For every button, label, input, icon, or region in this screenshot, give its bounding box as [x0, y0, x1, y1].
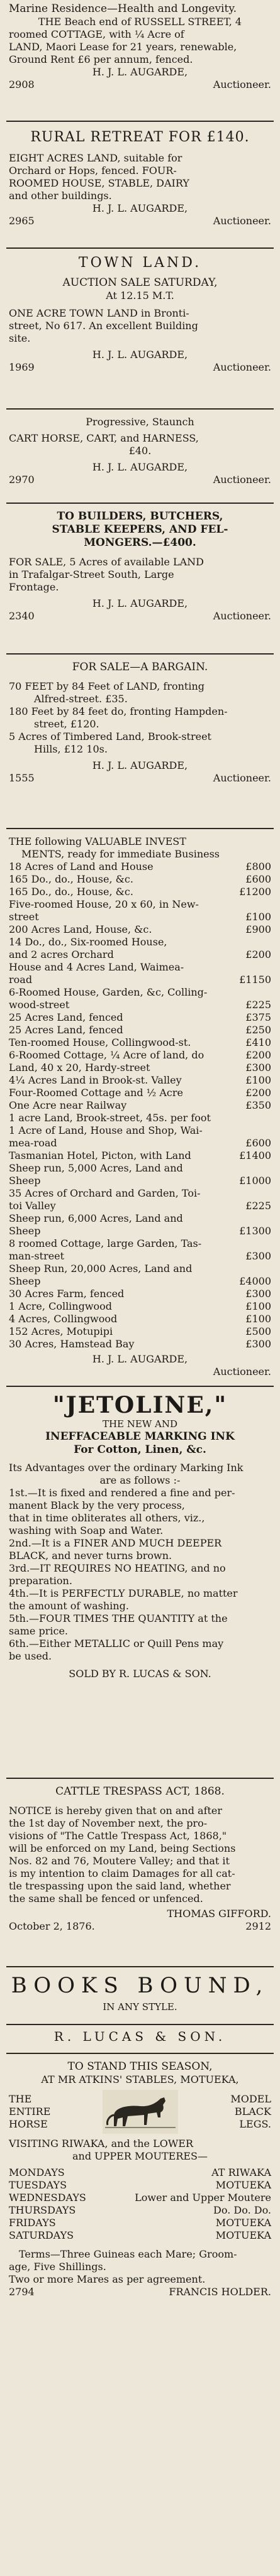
ad-line: street, £120.: [34, 718, 99, 730]
ad-firm-name: R. LUCAS & SON.: [53, 2029, 227, 2044]
investment-desc: House and 4 Acres Land, Waimea-: [9, 961, 184, 973]
investment-row: [9, 1212, 271, 1225]
investment-price: £300: [245, 1062, 271, 1073]
ad-line: VISITING RIWAKA, and the LOWER: [9, 2138, 193, 2149]
ad-role: Auctioneer.: [213, 610, 271, 622]
schedule-day: MONDAYS: [9, 2166, 65, 2178]
cattle-notice-line: will be enforced on my Land, being Sections: [9, 1842, 236, 1854]
investment-price: [227, 961, 271, 974]
investment-row: [9, 961, 271, 974]
ad-line: street, No 617. An excellent Building: [9, 320, 198, 332]
schedule-day: TUESDAYS: [9, 2179, 67, 2191]
ad-place: AT MR ATKINS' STABLES, MOTUEKA,: [41, 2073, 239, 2085]
ad-title: TOWN LAND.: [78, 255, 202, 271]
ad-owner: FRANCIS HOLDER.: [169, 2286, 271, 2298]
divider: [6, 1386, 274, 1387]
investment-desc: Sheep run, 5,000 Acres, Land and: [9, 1162, 183, 1174]
divider: [6, 1778, 274, 1779]
investment-row: [9, 1087, 271, 1099]
investment-desc: 8 roomed Cottage, large Garden, Tas-: [9, 1237, 202, 1249]
jetoline-point-line: 1st.—It is fixed and rendered a fine and per-: [9, 1487, 235, 1499]
investment-desc: 35 Acres of Orchard and Garden, Toi-: [9, 1187, 201, 1199]
investment-desc: 1 Acre, Collingwood: [9, 1300, 113, 1312]
investment-row: [9, 1288, 271, 1300]
jetoline-points: [9, 1487, 271, 1663]
divider: [6, 2053, 274, 2054]
ad-number: 2340: [9, 610, 35, 622]
investment-desc: 152 Acres, Motupipi: [9, 1325, 113, 1337]
investment-row: [9, 1187, 271, 1200]
schedule-row: [9, 2204, 271, 2217]
investment-price: £410: [245, 1036, 271, 1048]
divider: [6, 828, 274, 829]
schedule-place: Do. Do. Do.: [213, 2204, 271, 2216]
ad-title: CATTLE TRESPASS ACT, 1868.: [55, 1785, 225, 1798]
investment-row: [9, 1237, 271, 1250]
ad-line: Frontage.: [9, 581, 59, 593]
investment-row: [9, 861, 271, 873]
cattle-notice-line: Nos. 82 and 76, Moutere Valley; and that it: [9, 1855, 230, 1867]
jetoline-point-line: the amount of washing.: [9, 1600, 129, 1612]
investment-desc: Sheep Run, 20,000 Acres, Land and: [9, 1263, 193, 1274]
investment-price: [227, 1124, 271, 1137]
ad-subtitle: IN ANY STYLE.: [103, 2001, 177, 2013]
investment-desc: 25 Acres Land, fenced: [9, 1024, 123, 1036]
ad-line: CART HORSE, CART, and HARNESS,: [9, 432, 199, 444]
jetoline-point-line: 2nd.—It is a FINER AND MUCH DEEPER: [9, 1537, 222, 1549]
divider: [6, 503, 274, 504]
ad-subtitle: THE NEW AND: [102, 1418, 178, 1430]
divider: [6, 408, 274, 410]
investment-row: [9, 1024, 271, 1036]
ad-rural-retreat: [6, 129, 274, 227]
horse-right-text: MODEL BLACK LEGS.: [230, 2093, 271, 2130]
investment-desc: Four-Roomed Cottage and ½ Acre: [9, 1087, 183, 1099]
investment-price: [227, 1237, 271, 1250]
investment-desc: Land, 40 x 20, Hardy-street: [9, 1062, 150, 1073]
investment-row: [9, 999, 271, 1011]
investment-row: [9, 1099, 271, 1112]
jetoline-point-line: be used.: [9, 1650, 52, 1662]
schedule-row: [9, 2192, 271, 2204]
investment-desc: 1 Acre of Land, House and Shop, Wai-: [9, 1124, 203, 1136]
ad-books-bound: [6, 1972, 274, 2013]
investment-desc: One Acre near Railway: [9, 1099, 127, 1111]
investment-price: £100: [245, 1313, 271, 1325]
ad-cattle-trespass: [6, 1785, 274, 1933]
ad-investments: [6, 835, 274, 1378]
cattle-notice-line: the 1st day of November next, the pro-: [9, 1817, 208, 1829]
ad-number: 1969: [9, 361, 35, 373]
ad-bargain: [6, 661, 274, 785]
cattle-notice-line: visions of "The Cattle Trespass Act, 1868,": [9, 1830, 227, 1842]
horse-left-text: THE ENTIRE HORSE: [9, 2093, 51, 2130]
investment-price: £200: [245, 1087, 271, 1099]
investment-row: [9, 1275, 271, 1288]
schedule-place: Lower and Upper Moutere: [135, 2192, 271, 2204]
investment-row: [9, 1338, 271, 1350]
investment-price: £1000: [239, 1175, 271, 1187]
investment-row: [9, 1112, 271, 1124]
investment-row: [9, 1074, 271, 1087]
jetoline-point-line: 4th.—It is PERFECTLY DURABLE, no matter: [9, 1587, 238, 1599]
investment-row: [9, 1036, 271, 1049]
horse-illustration: [103, 2090, 178, 2134]
investment-desc: 165 Do., do., House, &c.: [9, 886, 133, 898]
jetoline-point-line: 5th.—FOUR TIMES THE QUANTITY at the: [9, 1612, 228, 1624]
investment-price: £250: [245, 1024, 271, 1036]
investment-price: £100: [245, 911, 271, 923]
divider: [6, 2024, 274, 2025]
jetoline-point-line: BLACK, and never turns brown.: [9, 1550, 172, 1562]
investment-desc: toi Valley: [9, 1200, 56, 1212]
ad-number: 2794: [9, 2286, 35, 2298]
investment-price: £225: [245, 999, 271, 1011]
ad-russell-street: [6, 3, 274, 91]
investment-desc: Tasmanian Hotel, Picton, with Land: [9, 1149, 191, 1161]
investment-desc: man-street: [9, 1250, 65, 1262]
ad-title: TO STAND THIS SEASON,: [67, 2060, 213, 2073]
divider: [6, 1966, 274, 1967]
investment-price: £100: [245, 1074, 271, 1086]
ad-header: Marine Residence—Health and Longevity.: [9, 3, 237, 15]
investment-row: [9, 1250, 271, 1263]
investment-price: £200: [245, 948, 271, 960]
ad-number: 2970: [9, 474, 35, 486]
ad-role: Auctioneer.: [213, 474, 271, 486]
investment-row: [9, 1225, 271, 1237]
ad-role: Auctioneer.: [213, 361, 271, 373]
investment-desc: 4 Acres, Collingwood: [9, 1313, 118, 1325]
ad-intro: MENTS, ready for immediate Business: [21, 848, 220, 860]
ad-cart-horse: [6, 416, 274, 486]
schedule-day: SATURDAYS: [9, 2229, 74, 2241]
ad-role: Auctioneer.: [213, 215, 271, 227]
investment-price: [227, 1162, 271, 1175]
schedule-row: [9, 2166, 271, 2179]
investment-desc: Five-roomed House, 20 x 60, in New-: [9, 898, 199, 910]
ad-agent: H. J. L. AUGARDE,: [92, 597, 188, 609]
ad-number: 2908: [9, 79, 35, 90]
investment-price: £300: [245, 1250, 271, 1262]
investment-price: £300: [245, 1288, 271, 1300]
newspaper-column: [6, 0, 274, 2576]
investment-desc: 14 Do., do., Six-roomed House,: [9, 936, 167, 948]
jetoline-point-line: 3rd.—IT REQUIRES NO HEATING, and no: [9, 1562, 226, 1574]
jetoline-point-line: 6th.—Either METALLIC or Quill Pens may: [9, 1638, 224, 1649]
investment-desc: 18 Acres of Land and House: [9, 861, 154, 872]
ad-town-land: [6, 255, 274, 374]
schedule-row: [9, 2179, 271, 2192]
investment-price: £375: [245, 1011, 271, 1023]
ad-line: and UPPER MOUTERES—: [72, 2150, 208, 2162]
ad-title: MONGERS.—£400.: [84, 536, 196, 549]
investment-row: [9, 986, 271, 999]
schedule-row: [9, 2229, 271, 2242]
ad-line: Orchard or Hops, fenced. FOUR-: [9, 165, 177, 177]
ad-line: £40.: [128, 445, 152, 457]
ad-line: LAND, Maori Lease for 21 years, renewable,: [9, 41, 237, 53]
ad-builders-butchers: [6, 510, 274, 622]
investment-price: £1400: [239, 1149, 271, 1161]
ad-agent: H. J. L. AUGARDE,: [92, 202, 188, 214]
ad-subtitle: INEFFACEABLE MARKING INK: [45, 1430, 235, 1443]
ad-line: and other buildings.: [9, 190, 112, 202]
cattle-notice-line: NOTICE is hereby given that on and after: [9, 1805, 223, 1817]
ad-terms: Two or more Mares as per agreement.: [9, 2273, 206, 2285]
ad-stallion: [6, 2060, 274, 2298]
investment-desc: 30 Acres, Hamstead Bay: [9, 1338, 135, 1350]
investment-price: £500: [245, 1325, 271, 1337]
ad-jetoline: [6, 1392, 274, 1680]
ad-line: site.: [9, 332, 31, 344]
ad-agent: H. J. L. AUGARDE,: [92, 461, 188, 473]
investment-price: [227, 1112, 271, 1124]
investment-price: [227, 1263, 271, 1275]
investment-row: [9, 936, 271, 948]
ad-line: roomed COTTAGE, with ¼ Acre of: [9, 28, 184, 40]
investment-desc: 6-Roomed Cottage, ¼ Acre of land, do: [9, 1049, 204, 1061]
investment-desc: Sheep: [9, 1275, 41, 1287]
cattle-notice: [9, 1805, 271, 1905]
investment-price: [227, 986, 271, 999]
ad-role: Auctioneer.: [213, 79, 271, 90]
investment-desc: mea-road: [9, 1137, 57, 1149]
ad-title: STABLE KEEPERS, AND FEL-: [52, 523, 228, 536]
jetoline-point-line: washing with Soap and Water.: [9, 1524, 164, 1536]
investment-row: [9, 886, 271, 898]
investment-row: [9, 1049, 271, 1062]
ad-intro: are as follows :-: [99, 1474, 181, 1486]
ad-agent: H. J. L. AUGARDE,: [92, 1353, 188, 1365]
ad-sold-by: SOLD BY R. LUCAS & SON.: [69, 1668, 211, 1680]
investment-price: £350: [245, 1099, 271, 1111]
jetoline-point-line: that in time obliterates all others, viz.,: [9, 1512, 205, 1524]
ad-number: 1555: [9, 772, 35, 784]
investment-row: [9, 1062, 271, 1074]
schedule-row: [9, 2217, 271, 2229]
schedule-day: WEDNESDAYS: [9, 2192, 86, 2204]
cattle-notice-line: the same shall be fenced or unfenced.: [9, 1893, 203, 1905]
investment-row: [9, 873, 271, 886]
investment-price: £4000: [239, 1275, 271, 1287]
ad-intro: THE following VALUABLE INVEST: [9, 835, 186, 847]
ad-line: ONE ACRE TOWN LAND in Bronti-: [9, 307, 189, 319]
ad-signer: THOMAS GIFFORD.: [167, 1908, 271, 1920]
investment-row: [9, 974, 271, 986]
investment-desc: street: [9, 911, 39, 923]
ad-subtitle: AUCTION SALE SATURDAY,: [62, 276, 218, 289]
ad-title: RURAL RETREAT FOR £140.: [30, 129, 250, 145]
divider: [6, 653, 274, 655]
investment-row: [9, 1137, 271, 1149]
investments-table: [9, 861, 271, 1350]
investment-desc: 4¼ Acres Land in Brook-st. Valley: [9, 1074, 182, 1086]
ad-line: 180 Feet by 84 feet do, fronting Hampden-: [9, 705, 228, 717]
ad-line: FOR SALE, 5 Acres of available LAND: [9, 556, 204, 568]
investment-price: [227, 936, 271, 948]
investment-row: [9, 1313, 271, 1325]
jetoline-point-line: manent Black by the very process,: [9, 1499, 185, 1511]
ad-title: "JETOLINE,": [52, 1392, 228, 1418]
ad-subtitle: For Cotton, Linen, &c.: [74, 1443, 206, 1456]
ad-number: 2912: [245, 1920, 271, 1932]
ad-intro: Its Advantages over the ordinary Marking Ink: [9, 1462, 244, 1474]
investment-price: £100: [245, 1300, 271, 1312]
ad-title: TO BUILDERS, BUTCHERS,: [57, 510, 223, 523]
ad-line: THE Beach end of RUSSELL STREET, 4: [38, 16, 242, 28]
ad-line: Alfred-street. £35.: [34, 693, 128, 705]
ad-firm: [6, 2030, 274, 2043]
ad-line: 5 Acres of Timbered Land, Brook-street: [9, 731, 211, 742]
investment-row: [9, 948, 271, 961]
investment-row: [9, 1149, 271, 1162]
ad-line: 70 FEET by 84 Feet of LAND, fronting: [9, 680, 205, 692]
jetoline-point-line: same price.: [9, 1625, 68, 1637]
ad-line: Ground Rent £6 per annum, fenced.: [9, 53, 193, 65]
ad-line: Hills, £12 10s.: [34, 743, 108, 755]
investment-desc: wood-street: [9, 999, 70, 1011]
investment-row: [9, 898, 271, 911]
cattle-notice-line: tle trespassing upon the said land, whether: [9, 1880, 231, 1892]
investment-row: [9, 1200, 271, 1212]
divider: [6, 247, 274, 249]
investment-price: £800: [245, 861, 271, 872]
cattle-notice-line: is my intention to claim Damages for all cat-: [9, 1867, 235, 1879]
investment-price: £600: [245, 1137, 271, 1149]
ad-terms: Terms—Three Guineas each Mare; Groom-: [19, 2248, 237, 2260]
ad-line: ROOMED HOUSE, STABLE, DAIRY: [9, 177, 189, 189]
investment-desc: 1 acre Land, Brook-street, 45s. per foot: [9, 1112, 211, 1124]
investment-desc: Sheep run, 6,000 Acres, Land and: [9, 1212, 183, 1224]
schedule-day: THURSDAYS: [9, 2204, 76, 2216]
investment-row: [9, 1011, 271, 1024]
investment-row: [9, 1124, 271, 1137]
investment-row: [9, 923, 271, 936]
investment-row: [9, 1300, 271, 1313]
investment-desc: 25 Acres Land, fenced: [9, 1011, 123, 1023]
schedule-place: MOTUEKA: [215, 2217, 271, 2229]
schedule-day: FRIDAYS: [9, 2217, 56, 2229]
investment-desc: 200 Acres Land, House, &c.: [9, 923, 152, 935]
divider: [6, 121, 274, 122]
schedule-place: AT RIWAKA: [211, 2166, 271, 2178]
investment-desc: and 2 acres Orchard: [9, 948, 114, 960]
ad-title: FOR SALE—A BARGAIN.: [72, 661, 208, 673]
ad-line: in Trafalgar-Street South, Large: [9, 568, 174, 580]
visiting-schedule: [9, 2166, 271, 2242]
investment-row: [9, 1263, 271, 1275]
ad-agent: H. J. L. AUGARDE,: [92, 66, 188, 78]
ad-title: BOOKS BOUND,: [11, 1973, 269, 1998]
ad-time: At 12.15 M.T.: [106, 290, 174, 302]
investment-row: [9, 1175, 271, 1187]
jetoline-point-line: preparation.: [9, 1575, 72, 1587]
investment-desc: 30 Acres Farm, fenced: [9, 1288, 125, 1300]
investment-desc: Ten-roomed House, Collingwood-st.: [9, 1036, 191, 1048]
investment-row: [9, 1325, 271, 1338]
investment-price: £1200: [239, 886, 271, 898]
investment-desc: road: [9, 974, 33, 986]
ad-role: Auctioneer.: [213, 772, 271, 784]
investment-desc: Sheep: [9, 1225, 41, 1237]
investment-price: £1300: [239, 1225, 271, 1237]
ad-line: EIGHT ACRES LAND, suitable for: [9, 152, 182, 164]
investment-desc: Sheep: [9, 1175, 41, 1187]
investment-price: £200: [245, 1049, 271, 1061]
investment-desc: 165 Do., do., House, &c.: [9, 873, 133, 885]
ad-date: October 2, 1876.: [9, 1920, 95, 1932]
investment-desc: 6-Roomed House, Garden, &c, Colling-: [9, 986, 208, 998]
investment-price: £1150: [239, 974, 271, 986]
schedule-place: MOTUEKA: [215, 2179, 271, 2191]
ad-number: 2965: [9, 215, 35, 227]
investment-price: £300: [245, 1338, 271, 1350]
ad-agent: H. J. L. AUGARDE,: [92, 349, 188, 361]
schedule-place: MOTUEKA: [215, 2229, 271, 2241]
investment-price: [227, 1212, 271, 1225]
ad-agent: H. J. L. AUGARDE,: [92, 759, 188, 771]
investment-price: £225: [245, 1200, 271, 1212]
investment-price: £600: [245, 873, 271, 885]
ad-terms: age, Five Shillings.: [9, 2261, 106, 2273]
investment-price: [227, 1187, 271, 1200]
ad-role: Auctioneer.: [213, 1366, 271, 1378]
investment-price: [227, 898, 271, 911]
investment-row: [9, 911, 271, 923]
investment-price: £900: [245, 923, 271, 935]
investment-row: [9, 1162, 271, 1175]
ad-header: Progressive, Staunch: [86, 416, 194, 428]
